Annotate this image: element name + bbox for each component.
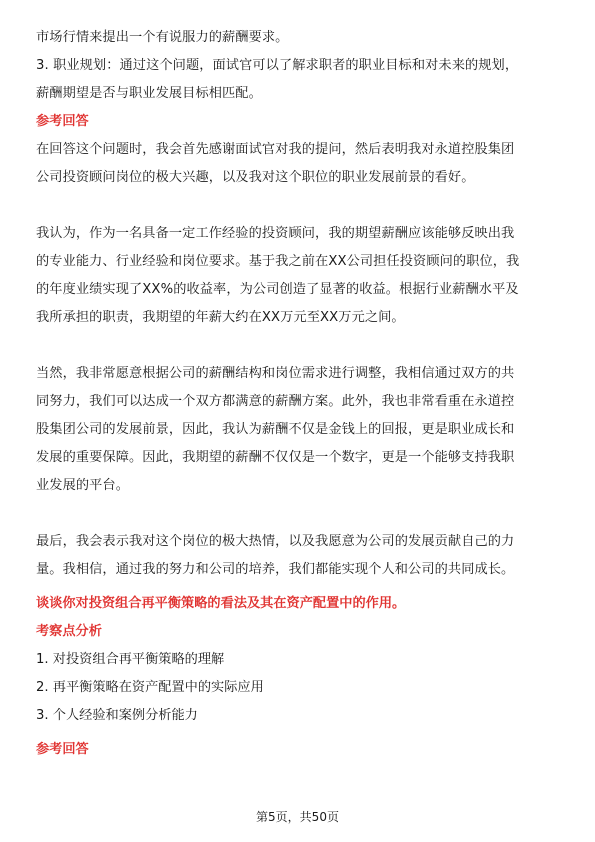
page-footer: 第5页，共50页	[256, 810, 339, 824]
analysis-item: 2. 再平衡策略在资产配置中的实际应用	[36, 680, 264, 695]
answer-heading: 参考回答	[36, 114, 89, 129]
answer-paragraph	[36, 220, 560, 332]
page-content	[36, 24, 560, 764]
intro-line: 3. 职业规划：通过这个问题，面试官可以了解求职者的职业目标和对未来的规划，	[36, 58, 519, 73]
paragraph-line: 当然，我非常愿意根据公司的薪酬结构和岗位需求进行调整，我相信通过双方的共	[36, 366, 515, 381]
paragraph-line: 的年度业绩实现了XX%的收益率，为公司创造了显著的收益。根据行业薪酬水平及	[36, 282, 519, 297]
analysis-item: 3. 个人经验和案例分析能力	[36, 708, 198, 723]
answer-paragraph	[36, 528, 560, 584]
paragraph-line: 发展的重要保障。因此，我期望的薪酬不仅仅是一个数字，更是一个能够支持我职	[36, 450, 515, 465]
paragraph-line: 最后，我会表示我对这个岗位的极大热情，以及我愿意为公司的发展贡献自己的力	[36, 534, 515, 549]
paragraph-line: 的专业能力、行业经验和岗位要求。基于我之前在XX公司担任投资顾问的职位，我	[36, 254, 520, 269]
paragraph-line: 我认为，作为一名具备一定工作经验的投资顾问，我的期望薪酬应该能够反映出我	[36, 226, 515, 241]
paragraph-line: 在回答这个问题时，我会首先感谢面试官对我的提问，然后表明我对永道控股集团	[36, 142, 515, 157]
analysis-item: 1. 对投资组合再平衡策略的理解	[36, 652, 225, 667]
paragraph-line: 量。我相信，通过我的努力和公司的培养，我们都能实现个人和公司的共同成长。	[36, 562, 515, 577]
paragraph-line: 同努力，我们可以达成一个双方都满意的薪酬方案。此外，我也非常看重在永道控	[36, 394, 515, 409]
answer-heading: 参考回答	[36, 742, 89, 757]
analysis-heading: 考察点分析	[36, 624, 102, 639]
paragraph-line: 我所承担的职责，我期望的年薪大约在XX万元至XX万元之间。	[36, 310, 405, 325]
intro-line: 薪酬期望是否与职业发展目标相匹配。	[36, 86, 262, 101]
answer-paragraph	[36, 360, 560, 500]
intro-line: 市场行情来提出一个有说服力的薪酬要求。	[36, 30, 289, 45]
question-title: 谈谈你对投资组合再平衡策略的看法及其在资产配置中的作用。	[36, 596, 406, 611]
paragraph-line: 公司投资顾问岗位的极大兴趣，以及我对这个职位的职业发展前景的看好。	[36, 170, 475, 185]
paragraph-line: 股集团公司的发展前景，因此，我认为薪酬不仅是金钱上的回报，更是职业成长和	[36, 422, 515, 437]
paragraph-line: 业发展的平台。	[36, 478, 130, 493]
answer-paragraph	[36, 136, 560, 192]
